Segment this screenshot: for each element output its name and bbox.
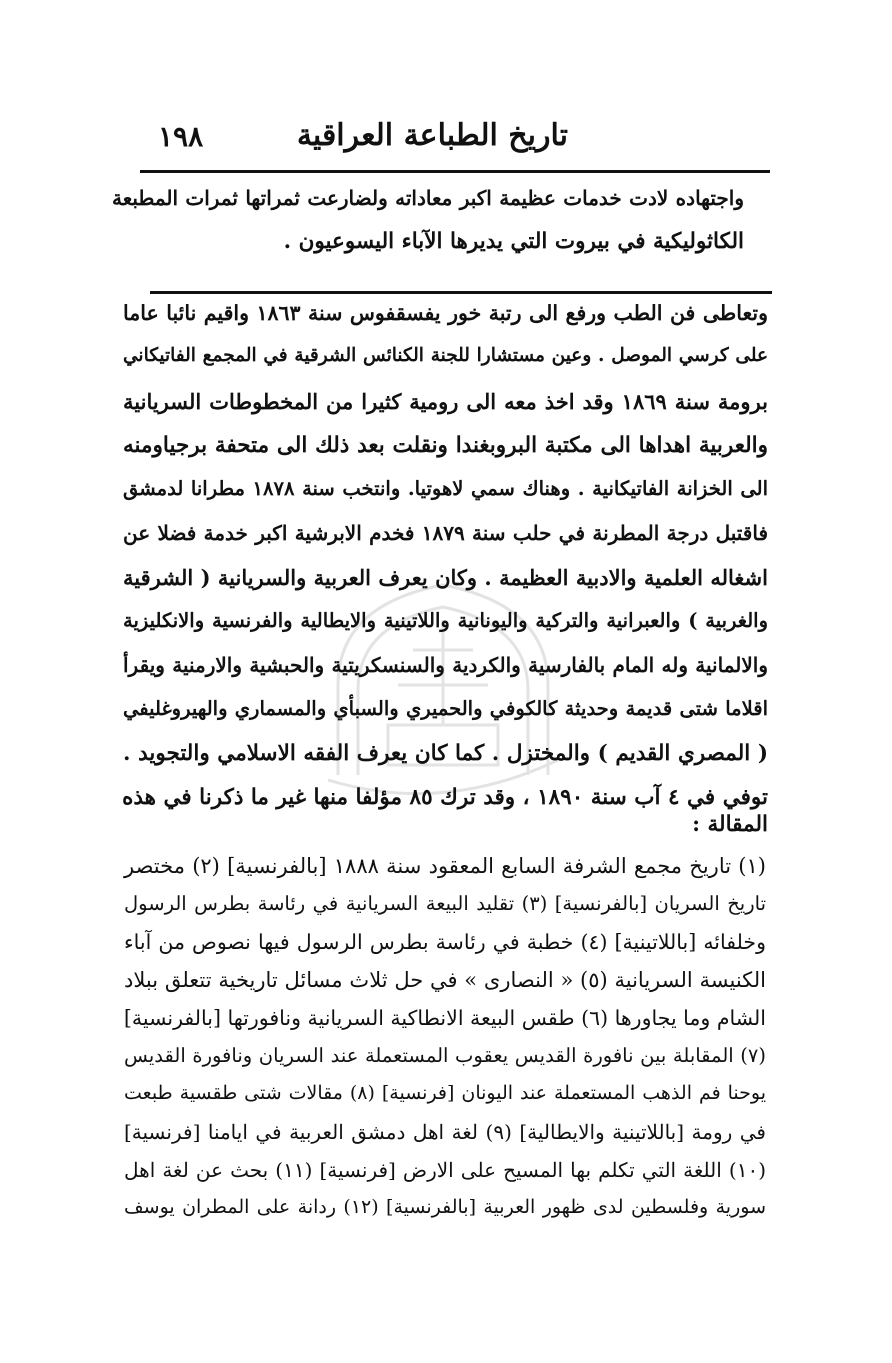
page-number: ١٩٨	[158, 120, 204, 153]
section-rule	[150, 291, 772, 294]
continuation-line: الكاثوليكية في بيروت التي يديرها الآباء اليسوعيون .	[283, 229, 744, 254]
footnote-line: الكنيسة السريانية (٥) « النصارى » في حل ثلاث مسائل تاريخية تتعلق ببلاد	[124, 968, 766, 992]
continuation-line: واجتهاده لادت خدمات عظيمة اكبر معاداته ولضارعت ثمراتها ثمرات المطبعة	[112, 186, 744, 210]
page-header	[148, 118, 768, 162]
body-line: اقلاما شتى قديمة وحديثة كالكوفي والحميري والسبأي والمسماري والهيروغليفي	[123, 697, 768, 720]
footnote-line: (٧) المقابلة بين نافورة القديس يعقوب المستعملة عند السريان ونافورة القديس	[124, 1044, 766, 1067]
footnote-line: الشام وما يجاورها (٦) طقس البيعة الانطاكية السريانية ونافورتها [بالفرنسية]	[123, 1006, 766, 1030]
body-line: والالمانية وله المام بالفارسية والكردية والسنسكريتية والحبشية والارمنية ويقرأ	[123, 653, 768, 677]
body-line: على كرسي الموصل . وعين مستشارا للجنة الكنائس الشرقية في المجمع الفاتيكاني	[123, 345, 768, 366]
running-title: تاريخ الطباعة العراقية	[296, 118, 568, 153]
body-line: اشغاله العلمية والادبية العظيمة . وكان يعرف العربية والسريانية ( الشرقية	[123, 565, 768, 590]
body-line: برومة سنة ١٨٦٩ وقد اخذ معه الى رومية كثيرا من المخطوطات السريانية	[123, 389, 768, 414]
body-line: فاقتبل درجة المطرنة في حلب سنة ١٨٧٩ فخدم الابرشية اكبر خدمة فضلا عن	[123, 521, 769, 545]
body-line: والعربية اهداها الى مكتبة البروبغندا ونقلت بعد ذلك الى متحفة برجياومنه	[123, 433, 768, 458]
footnote-line: يوحنا فم الذهب المستعملة عند اليونان [فرنسية] (٨) مقالات شتى طقسية طبعت	[124, 1082, 766, 1104]
footnote-line: في رومة [باللاتينية والايطالية] (٩) لغة اهل دمشق العربية في ايامنا [فرنسية]	[124, 1120, 766, 1144]
body-line: الى الخزانة الفاتيكانية . وهناك سمي لاهوتيا. وانتخب سنة ١٨٧٨ مطرانا لدمشق	[123, 477, 768, 500]
body-line: والغربية ) والعبرانية والتركية واليونانية واللاتينية والايطالية والفرنسية والانكليزية	[123, 609, 768, 632]
footnote-line: (١٠) اللغة التي تكلم بها المسيح على الارض [فرنسية] (١١) بحث عن لغة اهل	[124, 1158, 766, 1182]
header-rule	[140, 170, 770, 173]
body-line: وتعاطى فن الطب ورفع الى رتبة خور يفسقفوس سنة ١٨٦٣ واقيم نائبا عاما	[123, 301, 768, 325]
footnote-line: (١) تاريخ مجمع الشرفة السابع المعقود سنة ١٨٨٨ [بالفرنسية] (٢) مختصر	[124, 854, 766, 878]
body-line: المقالة :	[692, 812, 768, 837]
body-line: ( المصري القديم ) والمختزل . كما كان يعرف الفقه الاسلامي والتجويد .	[123, 741, 768, 766]
footnote-line: سورية وفلسطين لدى ظهور العربية [بالفرنسية] (١٢) ردانة على المطران يوسف	[124, 1196, 766, 1218]
body-line: توفي في ٤ آب سنة ١٨٩٠ ، وقد ترك ٨٥ مؤلفا منها غير ما ذكرنا في هذه	[122, 785, 768, 810]
footnote-line: وخلفائه [باللاتينية] (٤) خطبة في رئاسة بطرس الرسول فيها نصوص من آباء	[124, 930, 766, 954]
footnote-line: تاريخ السريان [بالفرنسية] (٣) تقليد البيعة السريانية في رئاسة بطرس الرسول	[124, 892, 766, 915]
